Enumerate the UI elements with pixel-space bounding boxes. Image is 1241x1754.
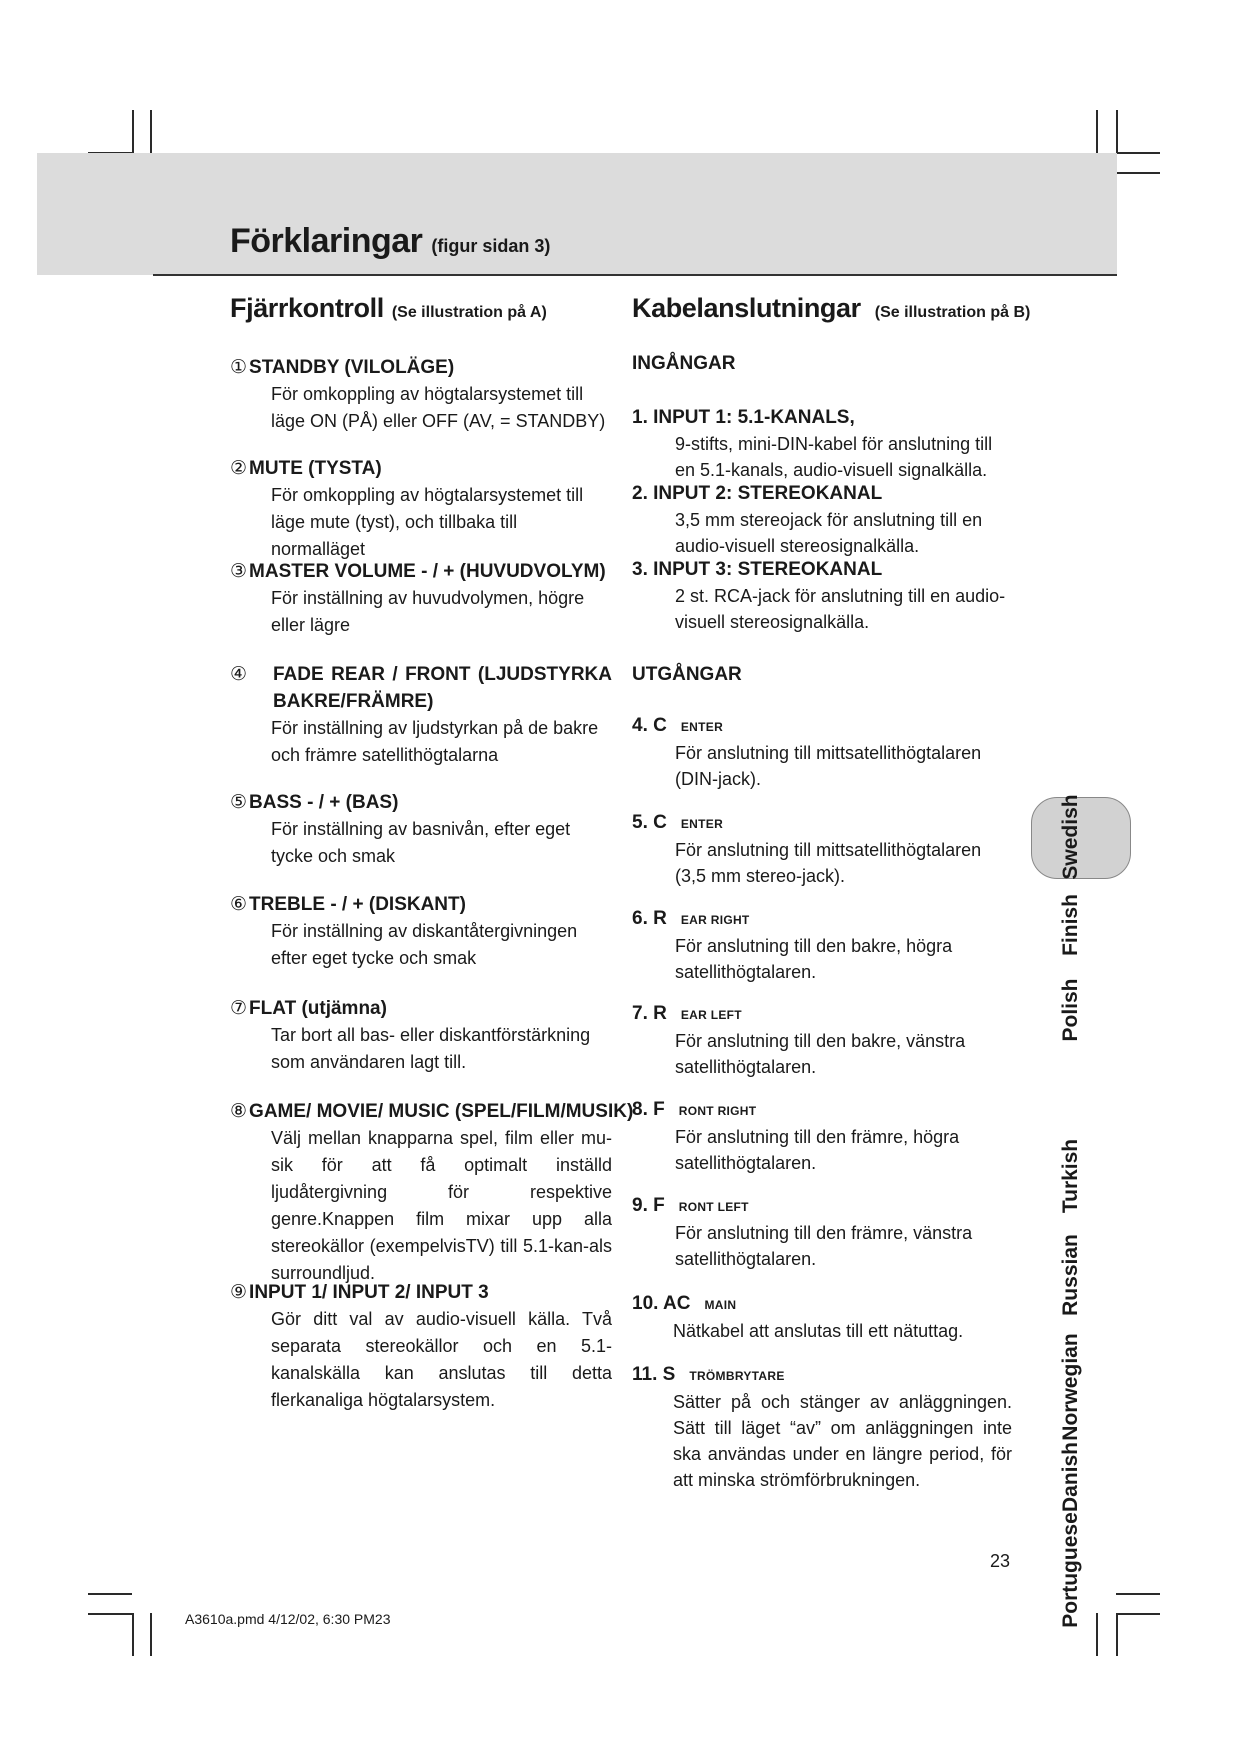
output-item	[632, 1001, 1012, 1080]
crop-mark	[150, 110, 152, 153]
crop-mark	[150, 1613, 152, 1656]
item-body: För omkoppling av högtalarsystemet till läge mute (tyst), och tillbaka till normalläget	[271, 485, 584, 559]
item-body: För inställning av basnivån, efter eget tycke och smak	[271, 819, 571, 866]
item-heading: MASTER VOLUME - / + (HUVUDVOLYM)	[249, 561, 606, 582]
remote-item	[230, 1279, 612, 1414]
input-body: 2 st. RCA-jack för anslutning till en audio-visuell stereosignalkälla.	[675, 586, 1006, 632]
outputs-heading: UTGÅNGAR	[632, 664, 742, 685]
input-heading: 2. INPUT 2: STEREOKANAL	[632, 483, 883, 504]
remote-item-head	[230, 995, 612, 1022]
output-item	[632, 713, 1012, 792]
item-number: ②	[230, 458, 248, 479]
output-item	[632, 1362, 1012, 1493]
item-heading: INPUT 1/ INPUT 2/ INPUT 3	[249, 1282, 489, 1303]
crop-mark	[1116, 1593, 1160, 1595]
remote-item-head	[230, 354, 612, 381]
crop-mark	[132, 110, 134, 153]
output-number: 10. AC	[632, 1293, 691, 1314]
page-title-text: Förklaringar	[230, 222, 423, 260]
crop-mark	[1116, 172, 1160, 174]
item-body: Gör ditt val av audio-visuell källa. Två separata stereokällor och en 5.1-kanalskälla kan anslutas till detta flerkanaliga högtalarsystem.	[271, 1309, 612, 1410]
input-heading: 3. INPUT 3: STEREOKANAL	[632, 559, 883, 580]
output-heading	[632, 1193, 1012, 1220]
output-number: 6. R	[632, 908, 667, 929]
crop-mark	[88, 1613, 132, 1615]
crop-mark	[1116, 1613, 1160, 1615]
item-number: ④	[230, 664, 248, 685]
remote-item	[230, 995, 612, 1076]
language-tab-norwegian[interactable]: Norwegian	[1059, 1333, 1082, 1441]
output-label: EAR RIGHT	[680, 913, 750, 927]
output-number: 7. R	[632, 1003, 667, 1024]
item-heading: TREBLE - / + (DISKANT)	[249, 894, 466, 915]
item-number: ③	[230, 561, 248, 582]
output-item	[632, 1291, 1012, 1344]
remote-item	[230, 661, 612, 769]
output-heading	[632, 810, 1012, 837]
remote-item	[230, 558, 612, 639]
output-number: 11. S	[632, 1364, 676, 1385]
output-heading	[632, 1362, 1012, 1389]
output-item	[632, 1193, 1012, 1272]
remote-item-head	[230, 891, 612, 918]
output-heading	[632, 1291, 1012, 1318]
output-label: ENTER	[680, 720, 724, 734]
item-heading: BASS - / + (BAS)	[249, 792, 399, 813]
crop-mark	[132, 1613, 134, 1656]
page-title-subtitle: (figur sidan 3)	[431, 236, 551, 256]
crop-mark	[1116, 152, 1160, 154]
crop-mark	[1116, 110, 1118, 153]
output-item	[632, 1097, 1012, 1176]
header-rule	[153, 274, 1117, 276]
item-heading: FLAT (utjämna)	[249, 998, 387, 1019]
remote-item-head	[230, 789, 612, 816]
output-body: Nätkabel att anslutas till ett nätuttag.	[673, 1321, 964, 1341]
item-number: ⑤	[230, 792, 248, 813]
crop-mark	[1096, 1613, 1098, 1656]
remote-item	[230, 455, 612, 563]
output-number: 8. F	[632, 1099, 665, 1120]
item-body: För inställning av diskantåtergivningen efter eget tycke och smak	[271, 921, 578, 968]
item-heading: MUTE (TYSTA)	[249, 458, 382, 479]
remote-item-head	[230, 661, 612, 715]
language-tab-turkish[interactable]: Turkish	[1059, 1138, 1082, 1214]
language-tab-portuguese[interactable]: Portuguese	[1059, 1512, 1082, 1628]
output-body: För anslutning till den främre, vänstra satellithögtalaren.	[675, 1223, 973, 1269]
remote-item-head	[230, 1098, 634, 1125]
remote-item	[230, 891, 612, 972]
language-tab-danish[interactable]: Danish	[1059, 1442, 1082, 1513]
item-number: ⑧	[230, 1101, 248, 1122]
output-item	[632, 906, 1012, 985]
output-body: För anslutning till den bakre, vänstra satellithögtalaren.	[675, 1031, 966, 1077]
crop-mark	[88, 1593, 132, 1595]
item-number: ⑦	[230, 998, 248, 1019]
output-label: RONT RIGHT	[678, 1104, 757, 1118]
item-number: ⑨	[230, 1282, 248, 1303]
remote-title: Fjärrkontroll	[230, 293, 384, 323]
remote-item-head	[230, 455, 612, 482]
output-body: För anslutning till den främre, högra satellithögtalaren.	[675, 1127, 960, 1173]
cables-title: Kabelanslutningar	[632, 293, 861, 323]
item-body: För inställning av huvudvolymen, högre eller lägre	[271, 588, 585, 635]
crop-mark	[1096, 110, 1098, 153]
item-body: För inställning av ljudstyrkan på de bakre och främre satellithögtalarna	[271, 718, 599, 765]
output-label: TRÖMBRYTARE	[689, 1369, 785, 1383]
remote-section-title	[230, 292, 547, 324]
item-body: Tar bort all bas- eller diskantförstärkning som användaren lagt till.	[271, 1025, 591, 1072]
language-tab-polish[interactable]: Polish	[1059, 978, 1082, 1042]
inputs-heading: INGÅNGAR	[632, 353, 736, 374]
input-item	[632, 557, 1012, 635]
input-item	[632, 481, 1012, 559]
output-label: ENTER	[680, 817, 724, 831]
output-body: För anslutning till den bakre, högra satellithögtalaren.	[675, 936, 953, 982]
remote-item	[230, 1098, 634, 1287]
language-tab-russian[interactable]: Russian	[1059, 1234, 1082, 1316]
output-body: Sätter på och stänger av anläggningen. Sätt till läget “av” om anläggningen inte ska användas under en längre period, för att minska strömförbrukningen.	[673, 1392, 1012, 1490]
item-body: Välj mellan knapparna spel, film eller mu-sik för att få optimalt inställd ljudåtergivning för respektive genre.Knappen film mixar upp alla stereokällor (exempelvisTV) till 5.1-kan-als surroundljud.	[271, 1128, 612, 1283]
output-label: EAR LEFT	[680, 1008, 742, 1022]
language-tab-finish[interactable]: Finish	[1059, 894, 1082, 956]
remote-item	[230, 354, 612, 435]
output-heading	[632, 1097, 1012, 1124]
item-body: För omkoppling av högtalarsystemet till läge ON (PÅ) eller OFF (AV, = STANDBY)	[271, 384, 606, 431]
output-heading	[632, 713, 1012, 740]
output-number: 9. F	[632, 1195, 665, 1216]
remote-item-head	[230, 558, 612, 585]
remote-subtitle: (Se illustration på A)	[391, 304, 547, 321]
page-number: 23	[990, 1551, 1011, 1571]
header-band	[37, 153, 1117, 275]
input-body: 3,5 mm stereojack för anslutning till en audio-visuell stereosignalkälla.	[675, 510, 983, 556]
output-heading	[632, 1001, 1012, 1028]
input-item	[632, 405, 1012, 483]
cables-subtitle: (Se illustration på B)	[874, 304, 1031, 321]
page-title	[230, 224, 550, 258]
output-body: För anslutning till mittsatellithögtalaren (3,5 mm stereo-jack).	[675, 840, 982, 886]
output-item	[632, 810, 1012, 889]
output-label: MAIN	[704, 1298, 737, 1312]
file-stamp: A3610a.pmd 4/12/02, 6:30 PM23	[185, 1611, 391, 1627]
item-number: ①	[230, 357, 248, 378]
item-heading: STANDBY (VILOLÄGE)	[249, 357, 455, 378]
language-tab-swedish[interactable]: Swedish	[1059, 794, 1082, 880]
output-body: För anslutning till mittsatellithögtalaren (DIN-jack).	[675, 743, 982, 789]
output-heading	[632, 906, 1012, 933]
remote-item-head	[230, 1279, 612, 1306]
output-number: 4. C	[632, 715, 667, 736]
item-heading: FADE REAR / FRONT (LJUDSTYRKA BAKRE/FRÄMRE)	[273, 664, 612, 712]
remote-item	[230, 789, 612, 870]
input-heading: 1. INPUT 1: 5.1-KANALS,	[632, 407, 855, 428]
input-body: 9-stifts, mini-DIN-kabel för anslutning till en 5.1-kanals, audio-visuell signalkälla.	[675, 434, 993, 480]
output-number: 5. C	[632, 812, 667, 833]
cables-section-title	[632, 292, 1030, 324]
output-label: RONT LEFT	[678, 1200, 749, 1214]
item-number: ⑥	[230, 894, 248, 915]
crop-mark	[1116, 1613, 1118, 1656]
item-heading: GAME/ MOVIE/ MUSIC (SPEL/FILM/MUSIK)	[249, 1101, 634, 1122]
